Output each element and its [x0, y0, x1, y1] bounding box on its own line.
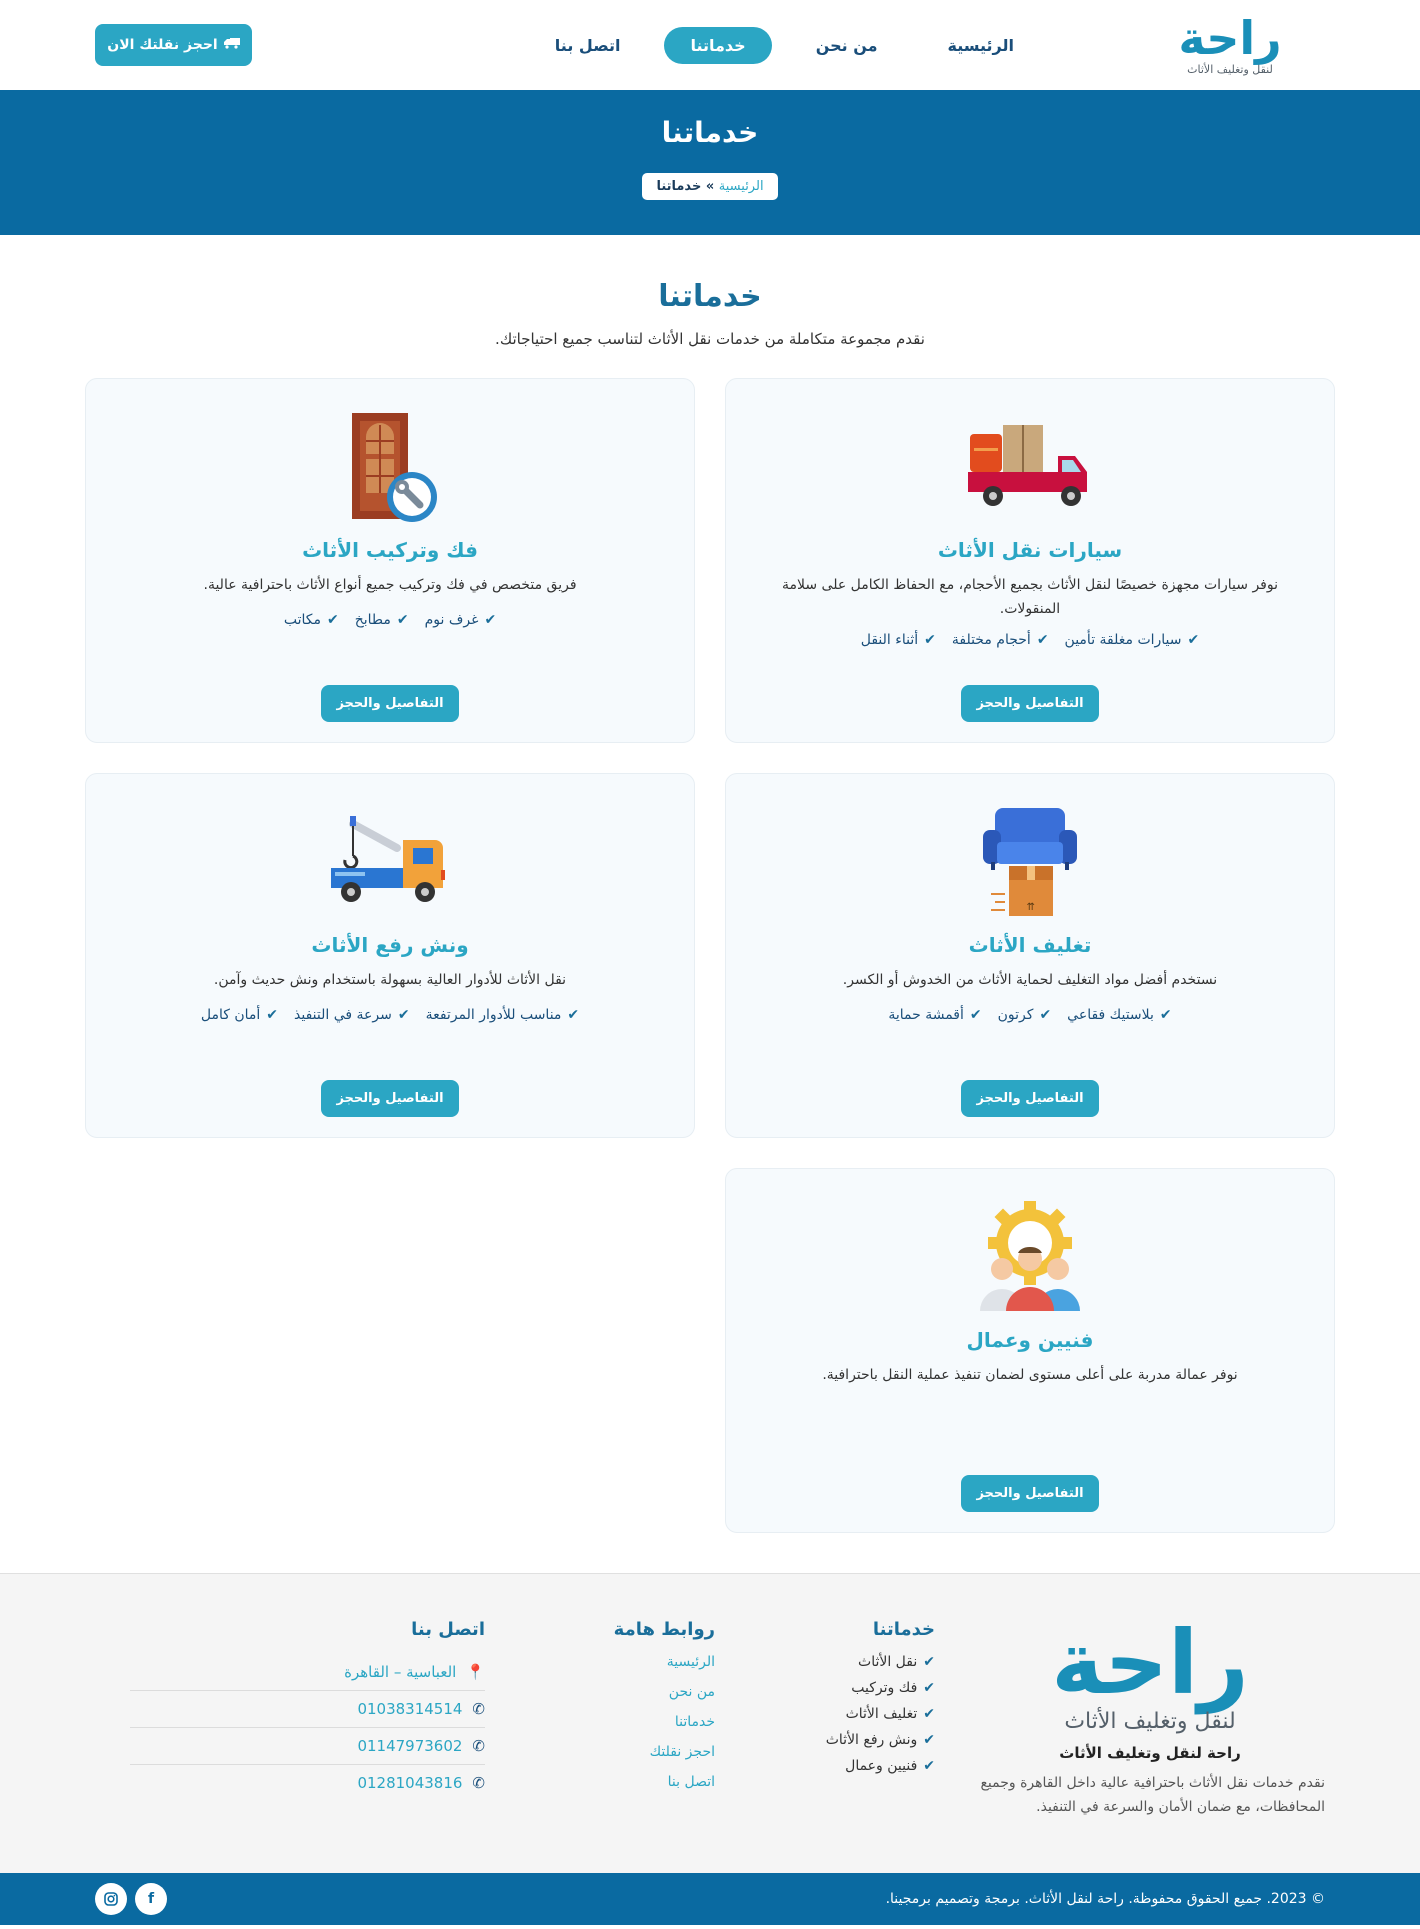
feature-item — [888, 1007, 981, 1023]
service-desc: فريق متخصص في فك وتركيب جميع أنواع الأثاث باحترافية عالية. — [203, 577, 577, 593]
feature-list — [201, 1007, 579, 1023]
footer-service-item[interactable] — [755, 1758, 935, 1774]
phone-icon: ✆ — [472, 1774, 485, 1792]
feature-item — [355, 612, 409, 628]
instagram-icon[interactable] — [95, 1883, 127, 1915]
page-title: خدماتنا — [661, 116, 759, 149]
service-card — [85, 773, 695, 1138]
footer-services — [755, 1619, 935, 1843]
service-title: سيارات نقل الأثاث — [937, 538, 1123, 562]
phone-number: 01038314514 — [357, 1700, 463, 1718]
footer-service-label: نقل الأثاث — [858, 1654, 918, 1670]
footer-logo-tagline: لنقل وتغليف الأثاث — [1064, 1709, 1236, 1734]
contact-phone[interactable] — [130, 1765, 485, 1801]
footer-service-item[interactable] — [755, 1732, 935, 1748]
svg-text:⇈: ⇈ — [1026, 902, 1035, 913]
map-pin-icon: 📍 — [466, 1663, 485, 1681]
feature-label: بلاستيك فقاعي — [1067, 1006, 1154, 1023]
services-subtitle: نقدم مجموعة متكاملة من خدمات نقل الأثاث لتناسب جميع احتياجاتك. — [495, 330, 925, 348]
feature-label: مكاتب — [283, 611, 321, 628]
check-icon: ✔ — [326, 611, 339, 628]
check-icon: ✔ — [266, 1006, 278, 1023]
sofa-box-icon — [965, 804, 1095, 919]
site-footer — [0, 1573, 1420, 1873]
site-logo[interactable] — [1170, 10, 1290, 76]
logo-wordmark: راحة — [1178, 10, 1282, 65]
phone-icon: ✆ — [472, 1737, 485, 1755]
check-icon: ✔ — [923, 1706, 935, 1722]
service-card — [85, 378, 695, 743]
facebook-icon[interactable]: f — [135, 1883, 167, 1915]
footer-brand-name: راحة لنقل وتغليف الأثاث — [1059, 1744, 1241, 1762]
footer-link-services[interactable]: خدماتنا — [674, 1714, 715, 1730]
footer-link-booking[interactable]: احجز نقلتك — [649, 1744, 715, 1760]
nav-services[interactable]: خدماتنا — [664, 27, 771, 64]
feature-item — [861, 632, 936, 648]
footer-services-title: خدماتنا — [872, 1619, 935, 1640]
check-icon: ✔ — [1039, 1006, 1052, 1023]
site-header — [0, 0, 1420, 90]
feature-list — [284, 612, 496, 628]
check-icon: ✔ — [1159, 1006, 1172, 1023]
footer-service-item[interactable] — [755, 1706, 935, 1722]
feature-label: كرتون — [997, 1006, 1034, 1023]
service-desc: نوفر عمالة مدربة على أعلى مستوى لضمان تنفيذ عملية النقل باحترافية. — [822, 1367, 1238, 1383]
details-button[interactable]: التفاصيل والحجز — [321, 685, 458, 722]
workers-gear-icon — [965, 1199, 1095, 1314]
footer-links — [595, 1619, 715, 1843]
footer-service-label: فك وتركيب — [851, 1680, 918, 1696]
service-card — [725, 378, 1335, 743]
details-button[interactable]: التفاصيل والحجز — [321, 1080, 458, 1117]
feature-label: سيارات مغلقة تأمين — [1064, 631, 1182, 648]
service-desc: نقل الأثاث للأدوار العالية بسهولة باستخدام ونش حديث وآمن. — [213, 972, 567, 988]
contact-address — [130, 1654, 485, 1691]
services-title: خدماتنا — [658, 279, 762, 314]
footer-links-title: روابط هامة — [613, 1619, 715, 1640]
check-icon: ✔ — [924, 631, 936, 648]
page-hero — [0, 90, 1420, 235]
feature-item — [426, 1007, 580, 1023]
footer-link-contact[interactable]: اتصل بنا — [667, 1774, 715, 1790]
feature-item — [952, 632, 1049, 648]
feature-item — [1067, 1007, 1171, 1023]
check-icon: ✔ — [484, 611, 497, 628]
check-icon: ✔ — [567, 1006, 580, 1023]
check-icon: ✔ — [1036, 631, 1049, 648]
breadcrumb-current: خدماتنا — [656, 179, 702, 194]
footer-link-home[interactable]: الرئيسية — [666, 1654, 715, 1670]
service-desc: نوفر سيارات مجهزة خصيصًا لنقل الأثاث بجميع الأحجام، مع الحفاظ الكامل على سلامة المنقولات. — [781, 577, 1279, 617]
footer-logo-wordmark: راحة — [1051, 1611, 1249, 1714]
service-desc: نستخدم أفضل مواد التغليف لحماية الأثاث من الخدوش أو الكسر. — [842, 972, 1218, 988]
check-icon: ✔ — [923, 1680, 935, 1696]
footer-service-item[interactable] — [755, 1680, 935, 1696]
book-now-button[interactable] — [95, 24, 252, 66]
copyright-bar — [0, 1873, 1420, 1925]
check-icon: ✔ — [923, 1732, 935, 1748]
service-title: فنيين وعمال — [966, 1328, 1094, 1352]
check-icon: ✔ — [923, 1758, 935, 1774]
feature-label: مناسب للأدوار المرتفعة — [425, 1006, 562, 1023]
service-card — [725, 773, 1335, 1138]
feature-label: سرعة في التنفيذ — [294, 1006, 392, 1023]
footer-service-label: ونش رفع الأثاث — [825, 1732, 918, 1748]
phone-number: 01147973602 — [357, 1737, 463, 1755]
footer-service-item[interactable] — [755, 1654, 935, 1670]
moving-truck-icon — [965, 409, 1095, 524]
details-button[interactable]: التفاصيل والحجز — [961, 685, 1098, 722]
details-button[interactable]: التفاصيل والحجز — [961, 1475, 1098, 1512]
check-icon: ✔ — [923, 1654, 935, 1670]
address-label: العباسية – القاهرة — [344, 1663, 457, 1681]
service-title: فك وتركيب الأثاث — [302, 538, 478, 562]
feature-item — [425, 612, 497, 628]
footer-contact — [130, 1619, 485, 1843]
feature-label: مطابخ — [354, 611, 391, 628]
feature-item — [1065, 632, 1200, 648]
breadcrumb — [642, 173, 777, 200]
feature-label: أقمشة حماية — [888, 1006, 964, 1023]
service-title: تغليف الأثاث — [968, 933, 1092, 957]
door-wrench-icon — [325, 409, 455, 524]
feature-label: أثناء النقل — [860, 631, 919, 648]
contact-phone[interactable] — [130, 1728, 485, 1765]
copyright-text: © 2023. جميع الحقوق محفوظة. راحة لنقل الأثاث. برمجة وتصميم برمجينا. — [885, 1891, 1325, 1907]
phone-number: 01281043816 — [357, 1774, 463, 1792]
breadcrumb-separator: » — [701, 179, 719, 194]
feature-item — [201, 1007, 278, 1023]
footer-brand — [975, 1611, 1325, 1843]
services-grid — [85, 378, 1335, 1533]
footer-link-about[interactable]: من نحن — [668, 1684, 715, 1700]
nav-about[interactable]: من نحن — [815, 35, 878, 55]
logo-tagline: لنقل وتغليف الأثاث — [1187, 62, 1273, 76]
feature-list — [888, 1007, 1171, 1023]
service-title: ونش رفع الأثاث — [311, 933, 469, 957]
truck-icon — [224, 37, 240, 53]
nav-contact[interactable]: اتصل بنا — [554, 35, 621, 55]
feature-label: أمان كامل — [200, 1006, 261, 1023]
main-nav — [529, 27, 1040, 64]
feature-label: غرف نوم — [424, 611, 479, 628]
feature-item — [294, 1007, 410, 1023]
services-section — [0, 235, 1420, 1573]
footer-service-label: تغليف الأثاث — [845, 1706, 918, 1722]
footer-brand-desc: نقدم خدمات نقل الأثاث باحترافية عالية داخل القاهرة وجميع المحافظات، مع ضمان الأمان والسرعة في التنفيذ. — [980, 1775, 1325, 1815]
social-links — [95, 1883, 167, 1915]
check-icon: ✔ — [969, 1006, 982, 1023]
contact-phone[interactable] — [130, 1691, 485, 1728]
service-card — [725, 1168, 1335, 1533]
feature-item — [998, 1007, 1052, 1023]
feature-list — [861, 632, 1200, 648]
nav-home[interactable]: الرئيسية — [947, 35, 1014, 55]
feature-label: أحجام مختلفة — [951, 631, 1031, 648]
phone-icon: ✆ — [472, 1700, 485, 1718]
crane-truck-icon — [325, 804, 455, 919]
check-icon: ✔ — [396, 611, 409, 628]
check-icon: ✔ — [1187, 631, 1200, 648]
footer-service-label: فنيين وعمال — [845, 1758, 918, 1774]
breadcrumb-home[interactable]: الرئيسية — [718, 179, 764, 194]
check-icon: ✔ — [397, 1006, 410, 1023]
feature-item — [284, 612, 339, 628]
footer-contact-title: اتصل بنا — [411, 1619, 485, 1640]
book-now-label: احجز نقلتك الان — [107, 37, 218, 53]
details-button[interactable]: التفاصيل والحجز — [961, 1080, 1098, 1117]
